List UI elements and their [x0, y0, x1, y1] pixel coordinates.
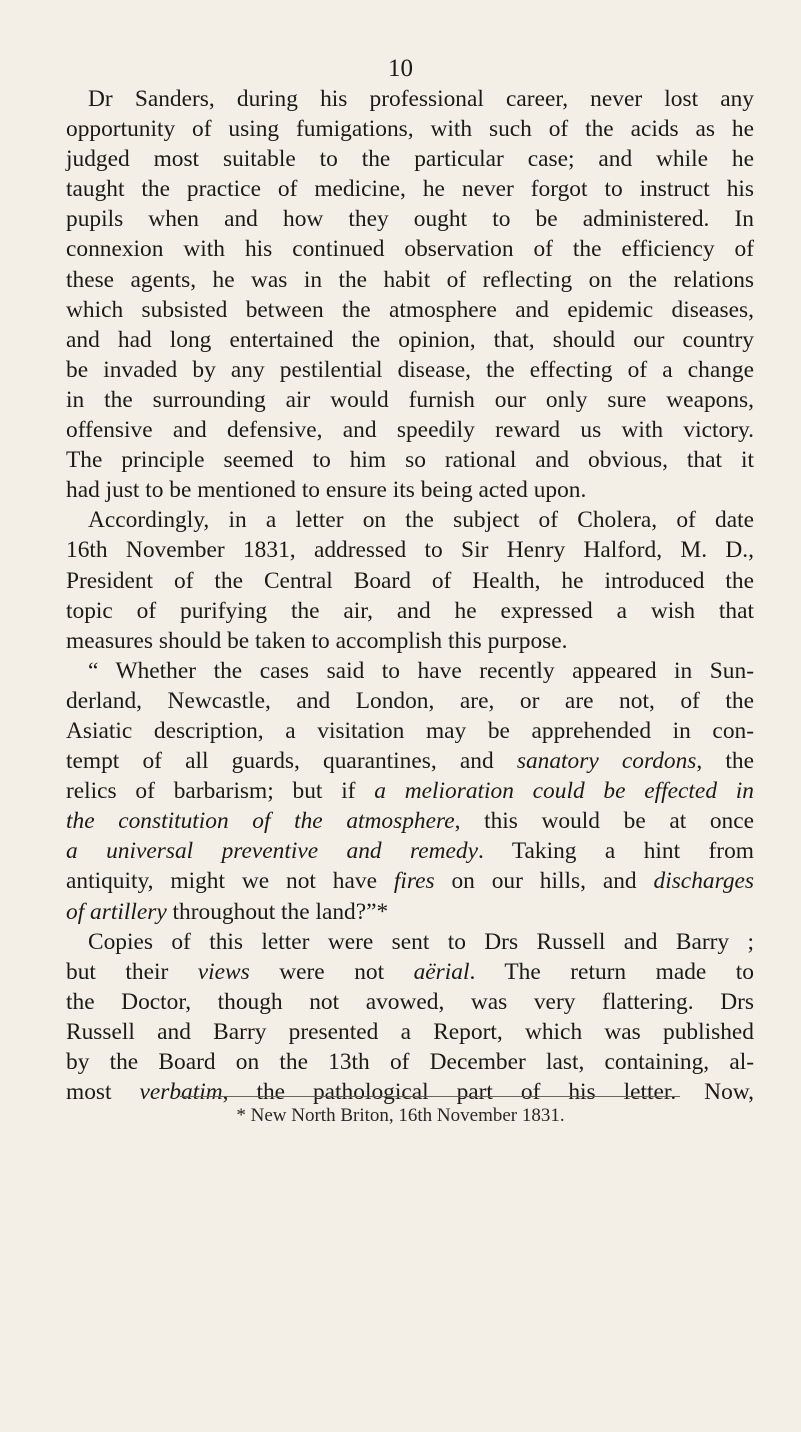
text-run: , the: [696, 748, 754, 775]
text-run: . Taking a hint from: [478, 838, 754, 865]
page-number: 10: [388, 55, 413, 82]
text-line: [66, 445, 754, 475]
text-run: most: [66, 1079, 140, 1106]
text-run: in the surrounding air would furnish our only sure weapons,: [66, 386, 754, 413]
text-line: [66, 776, 754, 806]
text-run: were not: [249, 958, 414, 985]
text-run: Copies of this letter were sent to Drs Russell and Barry ;: [88, 928, 754, 955]
text-line: [66, 234, 754, 264]
text-line: [66, 626, 754, 656]
text-run: President of the Central Board of Health, he introduced the: [66, 567, 754, 594]
text-run: tempt of all guards, quarantines, and: [66, 748, 517, 775]
italic-text: discharges: [653, 868, 754, 895]
italic-text: views: [197, 958, 250, 985]
text-line: [66, 836, 754, 866]
text-line: [66, 144, 754, 174]
text-run: opportunity of using fumigations, with such of the acids as he: [66, 116, 754, 143]
text-line: [66, 686, 754, 716]
text-run: relics of barbarism; but if: [66, 778, 375, 805]
text-line: [66, 596, 754, 626]
text-line: [66, 204, 754, 234]
text-run: , this would be at once: [454, 808, 754, 835]
italic-text: verbatim: [139, 1079, 223, 1106]
text-run: throughout the land?”*: [166, 898, 389, 925]
text-run: connexion with his continued observation of the efficiency of: [66, 236, 754, 263]
text-run: topic of purifying the air, and he expressed a wish that: [66, 597, 754, 624]
text-line: [66, 1017, 754, 1047]
italic-text: a melioration could be effected in: [374, 778, 754, 805]
text-run: . The return made to: [469, 958, 754, 985]
text-run: Dr Sanders, during his professional career, never lost any: [88, 86, 754, 112]
text-run: offensive and defensive, and speedily reward us with victory.: [66, 417, 754, 444]
text-run: and had long entertained the opinion, that, should our country: [66, 326, 754, 353]
text-run: these agents, he was in the habit of reflecting on the relations: [66, 266, 754, 293]
text-run: 16th November 1831, addressed to Sir Henry Halford, M. D.,: [66, 537, 754, 564]
text-line: [66, 806, 754, 836]
text-line: [66, 415, 754, 445]
text-line: [66, 957, 754, 987]
text-line: [66, 656, 754, 686]
italic-text: fires: [393, 868, 435, 895]
text-line: [66, 385, 754, 415]
text-run: measures should be taken to accomplish this purpose.: [66, 627, 568, 654]
text-run: Asiatic description, a visitation may be apprehended in con-: [66, 717, 754, 744]
text-line: [66, 566, 754, 596]
body-text: [66, 84, 754, 1107]
text-run: be invaded by any pestilential disease, the effecting of a change: [66, 356, 754, 383]
text-run: judged most suitable to the particular case; and while he: [66, 146, 754, 173]
text-line: [66, 987, 754, 1017]
text-line: [66, 897, 754, 927]
text-line: [66, 746, 754, 776]
text-run: Russell and Barry presented a Report, which was published: [66, 1018, 754, 1045]
italic-text: aërial: [413, 958, 470, 985]
text-line: [66, 505, 754, 535]
text-run: which subsisted between the atmosphere and epidemic diseases,: [66, 296, 754, 323]
text-run: Accordingly, in a letter on the subject of Cholera, of date: [88, 507, 754, 534]
text-run: derland, Newcastle, and London, are, or are not, of the: [66, 687, 754, 714]
text-line: [66, 1077, 754, 1107]
text-run: had just to be mentioned to ensure its being acted upon.: [66, 477, 587, 504]
text-line: [66, 475, 754, 505]
text-run: but their: [66, 958, 198, 985]
text-line: [66, 325, 754, 355]
text-run: pupils when and how they ought to be administered. In: [66, 206, 754, 233]
italic-text: of artillery: [66, 898, 167, 925]
text-line: [66, 535, 754, 565]
italic-text: the constitution of the atmosphere: [66, 808, 455, 835]
text-line: [66, 265, 754, 295]
text-line: [66, 84, 754, 114]
text-run: on our hills, and: [434, 868, 654, 895]
text-line: [66, 295, 754, 325]
text-line: [66, 355, 754, 385]
italic-text: a universal preventive and remedy: [66, 838, 479, 865]
text-line: [66, 114, 754, 144]
footnote: * New North Briton, 16th November 1831.: [236, 1105, 565, 1126]
text-run: The principle seemed to him so rational and obvious, that it: [66, 447, 754, 474]
text-line: [66, 927, 754, 957]
text-run: by the Board on the 13th of December last, containing, al-: [66, 1049, 754, 1075]
text-line: [66, 716, 754, 746]
footnote-rule: [180, 1096, 680, 1097]
text-run: the Doctor, though not avowed, was very flattering. Drs: [66, 988, 754, 1015]
text-run: antiquity, might we not have: [66, 868, 394, 895]
italic-text: sanatory cordons: [516, 748, 697, 775]
text-run: taught the practice of medicine, he never forgot to instruct his: [66, 176, 754, 203]
text-line: [66, 866, 754, 896]
text-run: “ Whether the cases said to have recently appeared in Sun-: [88, 657, 754, 684]
text-line: [66, 1047, 754, 1077]
text-run: , the pathological part of his letter. Now,: [222, 1079, 754, 1106]
text-line: [66, 174, 754, 204]
